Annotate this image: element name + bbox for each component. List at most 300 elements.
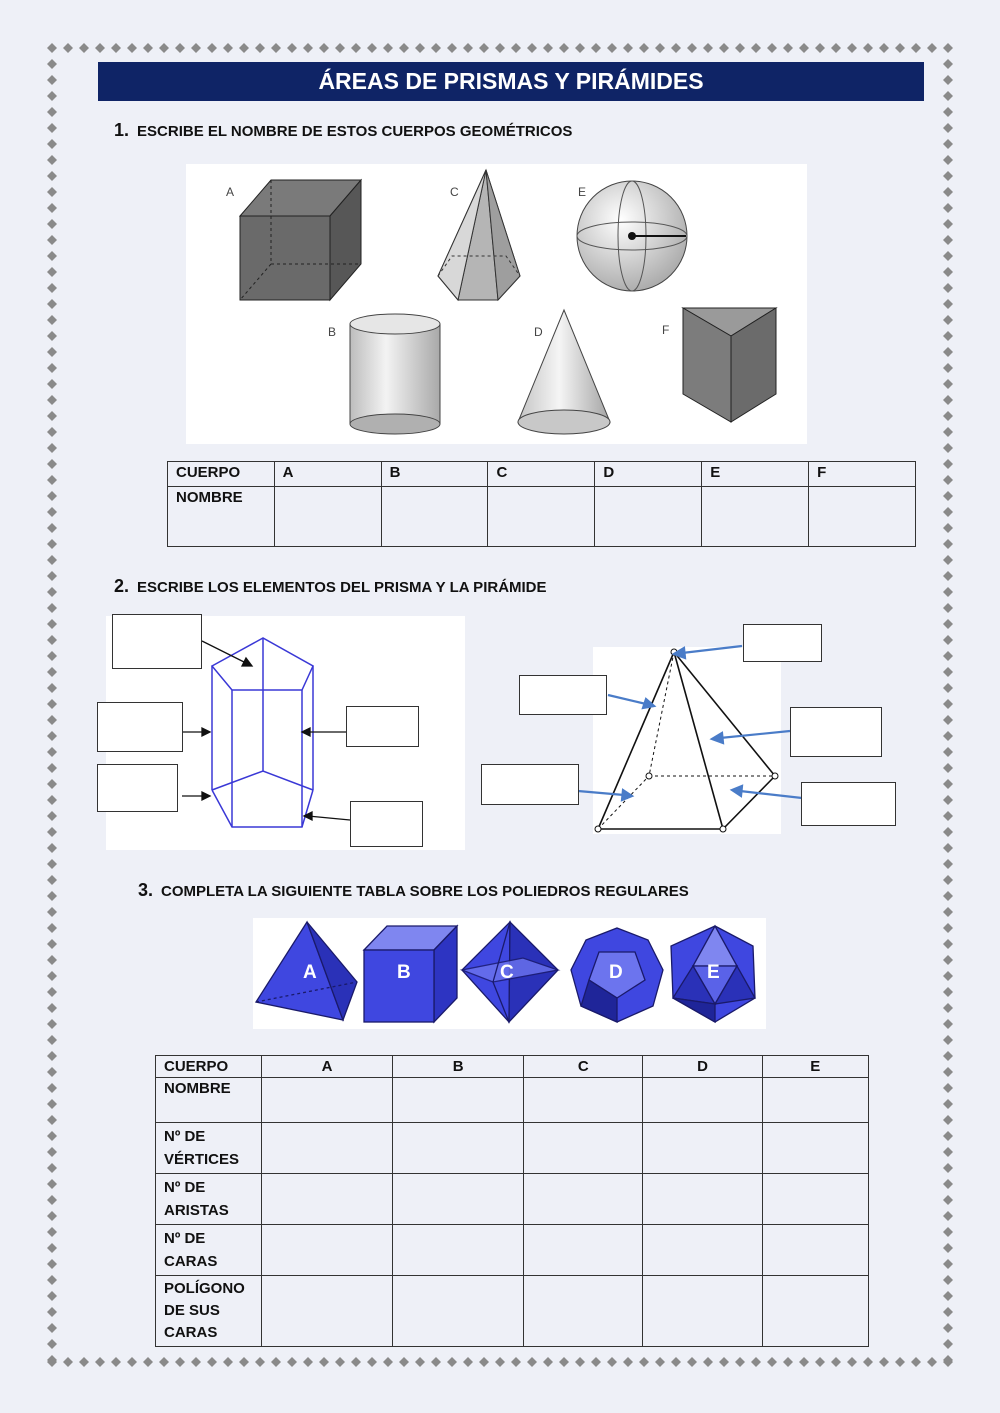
table-header-cuerpo: CUERPO [168,462,275,487]
border-diamond [943,907,953,917]
poly-row-aristas: Nº DE ARISTAS [156,1174,262,1225]
border-diamond [143,1357,153,1367]
answer-cell-b[interactable] [381,487,488,547]
border-diamond [47,539,57,549]
border-diamond [943,219,953,229]
border-diamond [383,43,393,53]
border-diamond [751,1357,761,1367]
poly-answer-cell[interactable] [643,1123,762,1174]
border-diamond [943,891,953,901]
poly-answer-cell[interactable] [762,1276,868,1347]
border-diamond [943,1067,953,1077]
answer-cell-a[interactable] [274,487,381,547]
border-diamond [943,123,953,133]
poly-row-poligono: POLÍGONO DE SUS CARAS [156,1276,262,1347]
polyhedron-label-d: D [609,962,623,983]
border-diamond [47,75,57,85]
border-diamond [191,1357,201,1367]
border-diamond [943,603,953,613]
border-diamond [831,1357,841,1367]
border-diamond [47,299,57,309]
border-diamond [47,891,57,901]
border-diamond [47,971,57,981]
border-diamond [447,1357,457,1367]
border-diamond [303,1357,313,1367]
border-diamond [47,91,57,101]
border-diamond [255,43,265,53]
shape-label-e: E [578,185,587,199]
border-diamond [831,43,841,53]
table-col-e: E [702,462,809,487]
border-diamond [943,315,953,325]
section-1-heading [114,120,572,141]
border-diamond [47,603,57,613]
border-diamond [943,539,953,549]
border-diamond [47,1083,57,1093]
border-diamond [671,43,681,53]
border-diamond [47,1307,57,1317]
border-diamond [47,267,57,277]
border-diamond [655,43,665,53]
section-2-heading [114,576,547,597]
border-diamond [47,763,57,773]
border-diamond [623,43,633,53]
border-diamond [591,1357,601,1367]
border-diamond [47,507,57,517]
border-diamond [863,1357,873,1367]
border-diamond [47,1243,57,1253]
polyhedron-label-e: E [707,962,720,983]
border-diamond [463,43,473,53]
border-diamond [47,475,57,485]
border-diamond [783,43,793,53]
border-diamond [207,1357,217,1367]
border-diamond [47,667,57,677]
cone-shape [518,310,610,434]
border-diamond [47,1227,57,1237]
page-title: ÁREAS DE PRISMAS Y PIRÁMIDES [98,62,924,101]
border-diamond [47,875,57,885]
border-diamond [943,683,953,693]
border-diamond [47,635,57,645]
border-diamond [47,283,57,293]
border-diamond [943,1003,953,1013]
border-diamond [943,235,953,245]
answer-box-prism-height[interactable] [350,801,423,847]
border-diamond [943,1099,953,1109]
poly-answer-cell[interactable] [524,1225,643,1276]
table-col-a: A [274,462,381,487]
border-diamond [943,859,953,869]
border-diamond [47,779,57,789]
poly-answer-cell[interactable] [762,1078,868,1123]
border-diamond [47,1291,57,1301]
answer-box-prism-base[interactable] [112,614,202,669]
border-diamond [943,955,953,965]
poly-answer-cell[interactable] [762,1174,868,1225]
poly-answer-cell[interactable] [524,1174,643,1225]
border-diamond [895,1357,905,1367]
border-diamond [815,1357,825,1367]
answer-box-prism-lateral-edge[interactable] [97,702,183,752]
border-diamond [943,571,953,581]
border-diamond [943,1211,953,1221]
border-diamond [943,1227,953,1237]
border-diamond [607,43,617,53]
border-diamond [943,779,953,789]
poly-answer-cell[interactable] [393,1225,524,1276]
border-diamond [847,1357,857,1367]
border-diamond [47,427,57,437]
poly-answer-cell[interactable] [643,1225,762,1276]
border-diamond [47,1051,57,1061]
border-diamond [527,1357,537,1367]
poly-table-header-cuerpo: CUERPO [156,1056,262,1078]
border-diamond [943,1195,953,1205]
border-diamond [943,283,953,293]
border-diamond [943,1243,953,1253]
border-diamond [943,411,953,421]
border-diamond [47,1035,57,1045]
border-diamond [943,843,953,853]
border-diamond [943,795,953,805]
border-diamond [111,1357,121,1367]
border-diamond [367,1357,377,1367]
poly-answer-cell[interactable] [762,1225,868,1276]
border-diamond [687,43,697,53]
poly-answer-cell[interactable] [393,1276,524,1347]
border-diamond [543,1357,553,1367]
poly-answer-cell[interactable] [261,1276,392,1347]
border-diamond [47,379,57,389]
border-diamond [47,1067,57,1077]
border-diamond [943,299,953,309]
border-diamond [47,155,57,165]
border-diamond [943,331,953,341]
border-diamond [207,43,217,53]
border-diamond [127,43,137,53]
poly-table-col-e: E [762,1056,868,1078]
border-diamond [863,43,873,53]
border-diamond [47,123,57,133]
shape-label-f: F [662,323,670,337]
border-diamond [799,1357,809,1367]
poly-answer-cell[interactable] [393,1123,524,1174]
sphere-shape [577,181,687,291]
answer-box-pyramid-base[interactable] [801,782,896,826]
border-diamond [47,651,57,661]
border-diamond [47,907,57,917]
border-diamond [943,699,953,709]
border-diamond [943,667,953,677]
border-diamond [943,763,953,773]
border-diamond [335,43,345,53]
shape-label-a: A [226,185,235,199]
answer-box-pyramid-apex[interactable] [743,624,822,662]
border-diamond [943,171,953,181]
border-diamond [559,43,569,53]
polyhedron-label-b: B [397,962,411,983]
table-col-f: F [809,462,916,487]
border-diamond [287,43,297,53]
poly-answer-cell[interactable] [261,1078,392,1123]
border-diamond [943,59,953,69]
section-2-number: 2. [114,576,130,596]
border-diamond [223,43,233,53]
border-diamond [47,1211,57,1221]
border-diamond [735,43,745,53]
answer-cell-e[interactable] [702,487,809,547]
border-diamond [239,43,249,53]
regular-polyhedra-figure [253,918,766,1029]
border-diamond [943,1163,953,1173]
border-diamond [943,1259,953,1269]
border-diamond [815,43,825,53]
poly-answer-cell[interactable] [524,1123,643,1174]
border-diamond [47,363,57,373]
border-diamond [719,1357,729,1367]
border-diamond [943,1083,953,1093]
poly-answer-cell[interactable] [261,1123,392,1174]
answer-cell-c[interactable] [488,487,595,547]
shape-label-c: C [450,185,459,199]
border-diamond [911,1357,921,1367]
table-col-c: C [488,462,595,487]
prism-arrows [182,641,350,820]
border-diamond [511,1357,521,1367]
table-col-b: B [381,462,488,487]
border-diamond [943,363,953,373]
border-diamond [319,1357,329,1367]
border-diamond [943,523,953,533]
poly-row-nombre: NOMBRE [156,1078,262,1123]
border-diamond [943,187,953,197]
border-diamond [415,43,425,53]
border-diamond [479,43,489,53]
border-diamond [399,1357,409,1367]
border-diamond [431,1357,441,1367]
border-diamond [943,91,953,101]
border-diamond [47,555,57,565]
border-diamond [927,1357,937,1367]
border-diamond [479,1357,489,1367]
border-diamond [943,555,953,565]
poly-answer-cell[interactable] [643,1078,762,1123]
border-diamond [415,1357,425,1367]
border-diamond [943,1035,953,1045]
border-diamond [399,43,409,53]
border-diamond [47,619,57,629]
border-diamond [47,251,57,261]
border-diamond [47,395,57,405]
border-diamond [943,347,953,357]
border-diamond [47,1147,57,1157]
border-diamond [943,379,953,389]
section-1-number: 1. [114,120,130,140]
border-diamond [95,43,105,53]
border-diamond [799,43,809,53]
border-diamond [79,1357,89,1367]
answer-box-pyramid-lateral-face[interactable] [790,707,882,757]
border-diamond [47,955,57,965]
answer-cell-d[interactable] [595,487,702,547]
border-diamond [943,43,953,53]
border-diamond [47,1195,57,1205]
poly-answer-cell[interactable] [762,1123,868,1174]
border-diamond [943,1019,953,1029]
border-diamond [943,939,953,949]
border-diamond [943,875,953,885]
border-diamond [191,43,201,53]
border-diamond [943,731,953,741]
border-diamond [271,43,281,53]
border-diamond [47,1163,57,1173]
border-diamond [591,43,601,53]
border-diamond [943,619,953,629]
border-diamond [943,155,953,165]
border-diamond [943,459,953,469]
border-diamond [47,187,57,197]
border-diamond [47,219,57,229]
answer-box-pyramid-lateral-edge[interactable] [519,675,607,715]
border-diamond [47,571,57,581]
poly-answer-cell[interactable] [393,1078,524,1123]
border-diamond [47,331,57,341]
geometric-solids-figure [186,164,807,444]
border-diamond [47,1115,57,1125]
poly-answer-cell[interactable] [393,1174,524,1225]
border-diamond [559,1357,569,1367]
border-diamond [639,1357,649,1367]
border-diamond [47,1019,57,1029]
border-diamond [383,1357,393,1367]
answer-box-prism-face[interactable] [346,706,419,747]
border-diamond [47,859,57,869]
poly-table-col-b: B [393,1056,524,1078]
border-diamond [239,1357,249,1367]
border-diamond [47,987,57,997]
border-diamond [943,251,953,261]
border-diamond [943,139,953,149]
border-diamond [47,139,57,149]
border-diamond [47,683,57,693]
border-diamond [47,843,57,853]
border-diamond [47,1323,57,1333]
border-diamond [47,731,57,741]
border-diamond [47,747,57,757]
border-diamond [47,235,57,245]
border-diamond [943,107,953,117]
border-diamond [47,1339,57,1349]
border-diamond [607,1357,617,1367]
border-diamond [159,1357,169,1367]
border-diamond [943,1275,953,1285]
border-diamond [47,171,57,181]
border-diamond [47,1131,57,1141]
border-diamond [47,315,57,325]
polyhedron-label-c: C [500,962,514,983]
border-diamond [847,43,857,53]
poly-answer-cell[interactable] [524,1276,643,1347]
table-col-d: D [595,462,702,487]
border-diamond [47,715,57,725]
border-diamond [943,395,953,405]
border-diamond [175,1357,185,1367]
border-diamond [943,491,953,501]
poly-answer-cell[interactable] [643,1276,762,1347]
border-diamond [447,43,457,53]
border-diamond [943,1179,953,1189]
border-diamond [351,1357,361,1367]
border-diamond [575,1357,585,1367]
border-diamond [223,1357,233,1367]
border-diamond [159,43,169,53]
border-diamond [575,43,585,53]
border-diamond [911,43,921,53]
poly-answer-cell[interactable] [524,1078,643,1123]
border-diamond [943,811,953,821]
border-diamond [943,1307,953,1317]
border-diamond [943,1339,953,1349]
border-diamond [47,923,57,933]
border-diamond [111,43,121,53]
border-diamond [47,43,57,53]
border-diamond [47,587,57,597]
border-diamond [351,43,361,53]
border-diamond [767,43,777,53]
border-diamond [623,1357,633,1367]
answer-box-pyramid-base-edge[interactable] [481,764,579,805]
border-diamond [47,107,57,117]
answer-box-prism-vertex[interactable] [97,764,178,812]
table-header-nombre: NOMBRE [168,487,275,547]
border-diamond [47,443,57,453]
border-diamond [495,1357,505,1367]
border-diamond [751,43,761,53]
border-diamond [47,203,57,213]
poly-answer-cell[interactable] [261,1174,392,1225]
border-diamond [767,1357,777,1367]
border-diamond [671,1357,681,1367]
answer-cell-f[interactable] [809,487,916,547]
border-diamond [47,411,57,421]
border-diamond [639,43,649,53]
section-3-heading [138,880,689,901]
border-diamond [47,491,57,501]
border-diamond [879,43,889,53]
poly-table-col-a: A [261,1056,392,1078]
border-diamond [63,1357,73,1367]
border-diamond [655,1357,665,1367]
border-diamond [943,827,953,837]
border-diamond [943,715,953,725]
border-diamond [335,1357,345,1367]
cube-shape [240,180,361,300]
border-diamond [47,59,57,69]
poly-answer-cell[interactable] [643,1174,762,1225]
border-diamond [943,651,953,661]
section-3-text: COMPLETA LA SIGUIENTE TABLA SOBRE LOS POLIEDROS REGULARES [161,883,689,900]
poly-answer-cell[interactable] [261,1225,392,1276]
border-diamond [943,987,953,997]
border-diamond [127,1357,137,1367]
border-diamond [943,75,953,85]
border-diamond [943,427,953,437]
border-diamond [783,1357,793,1367]
border-diamond [271,1357,281,1367]
border-diamond [47,1003,57,1013]
border-diamond [943,1147,953,1157]
